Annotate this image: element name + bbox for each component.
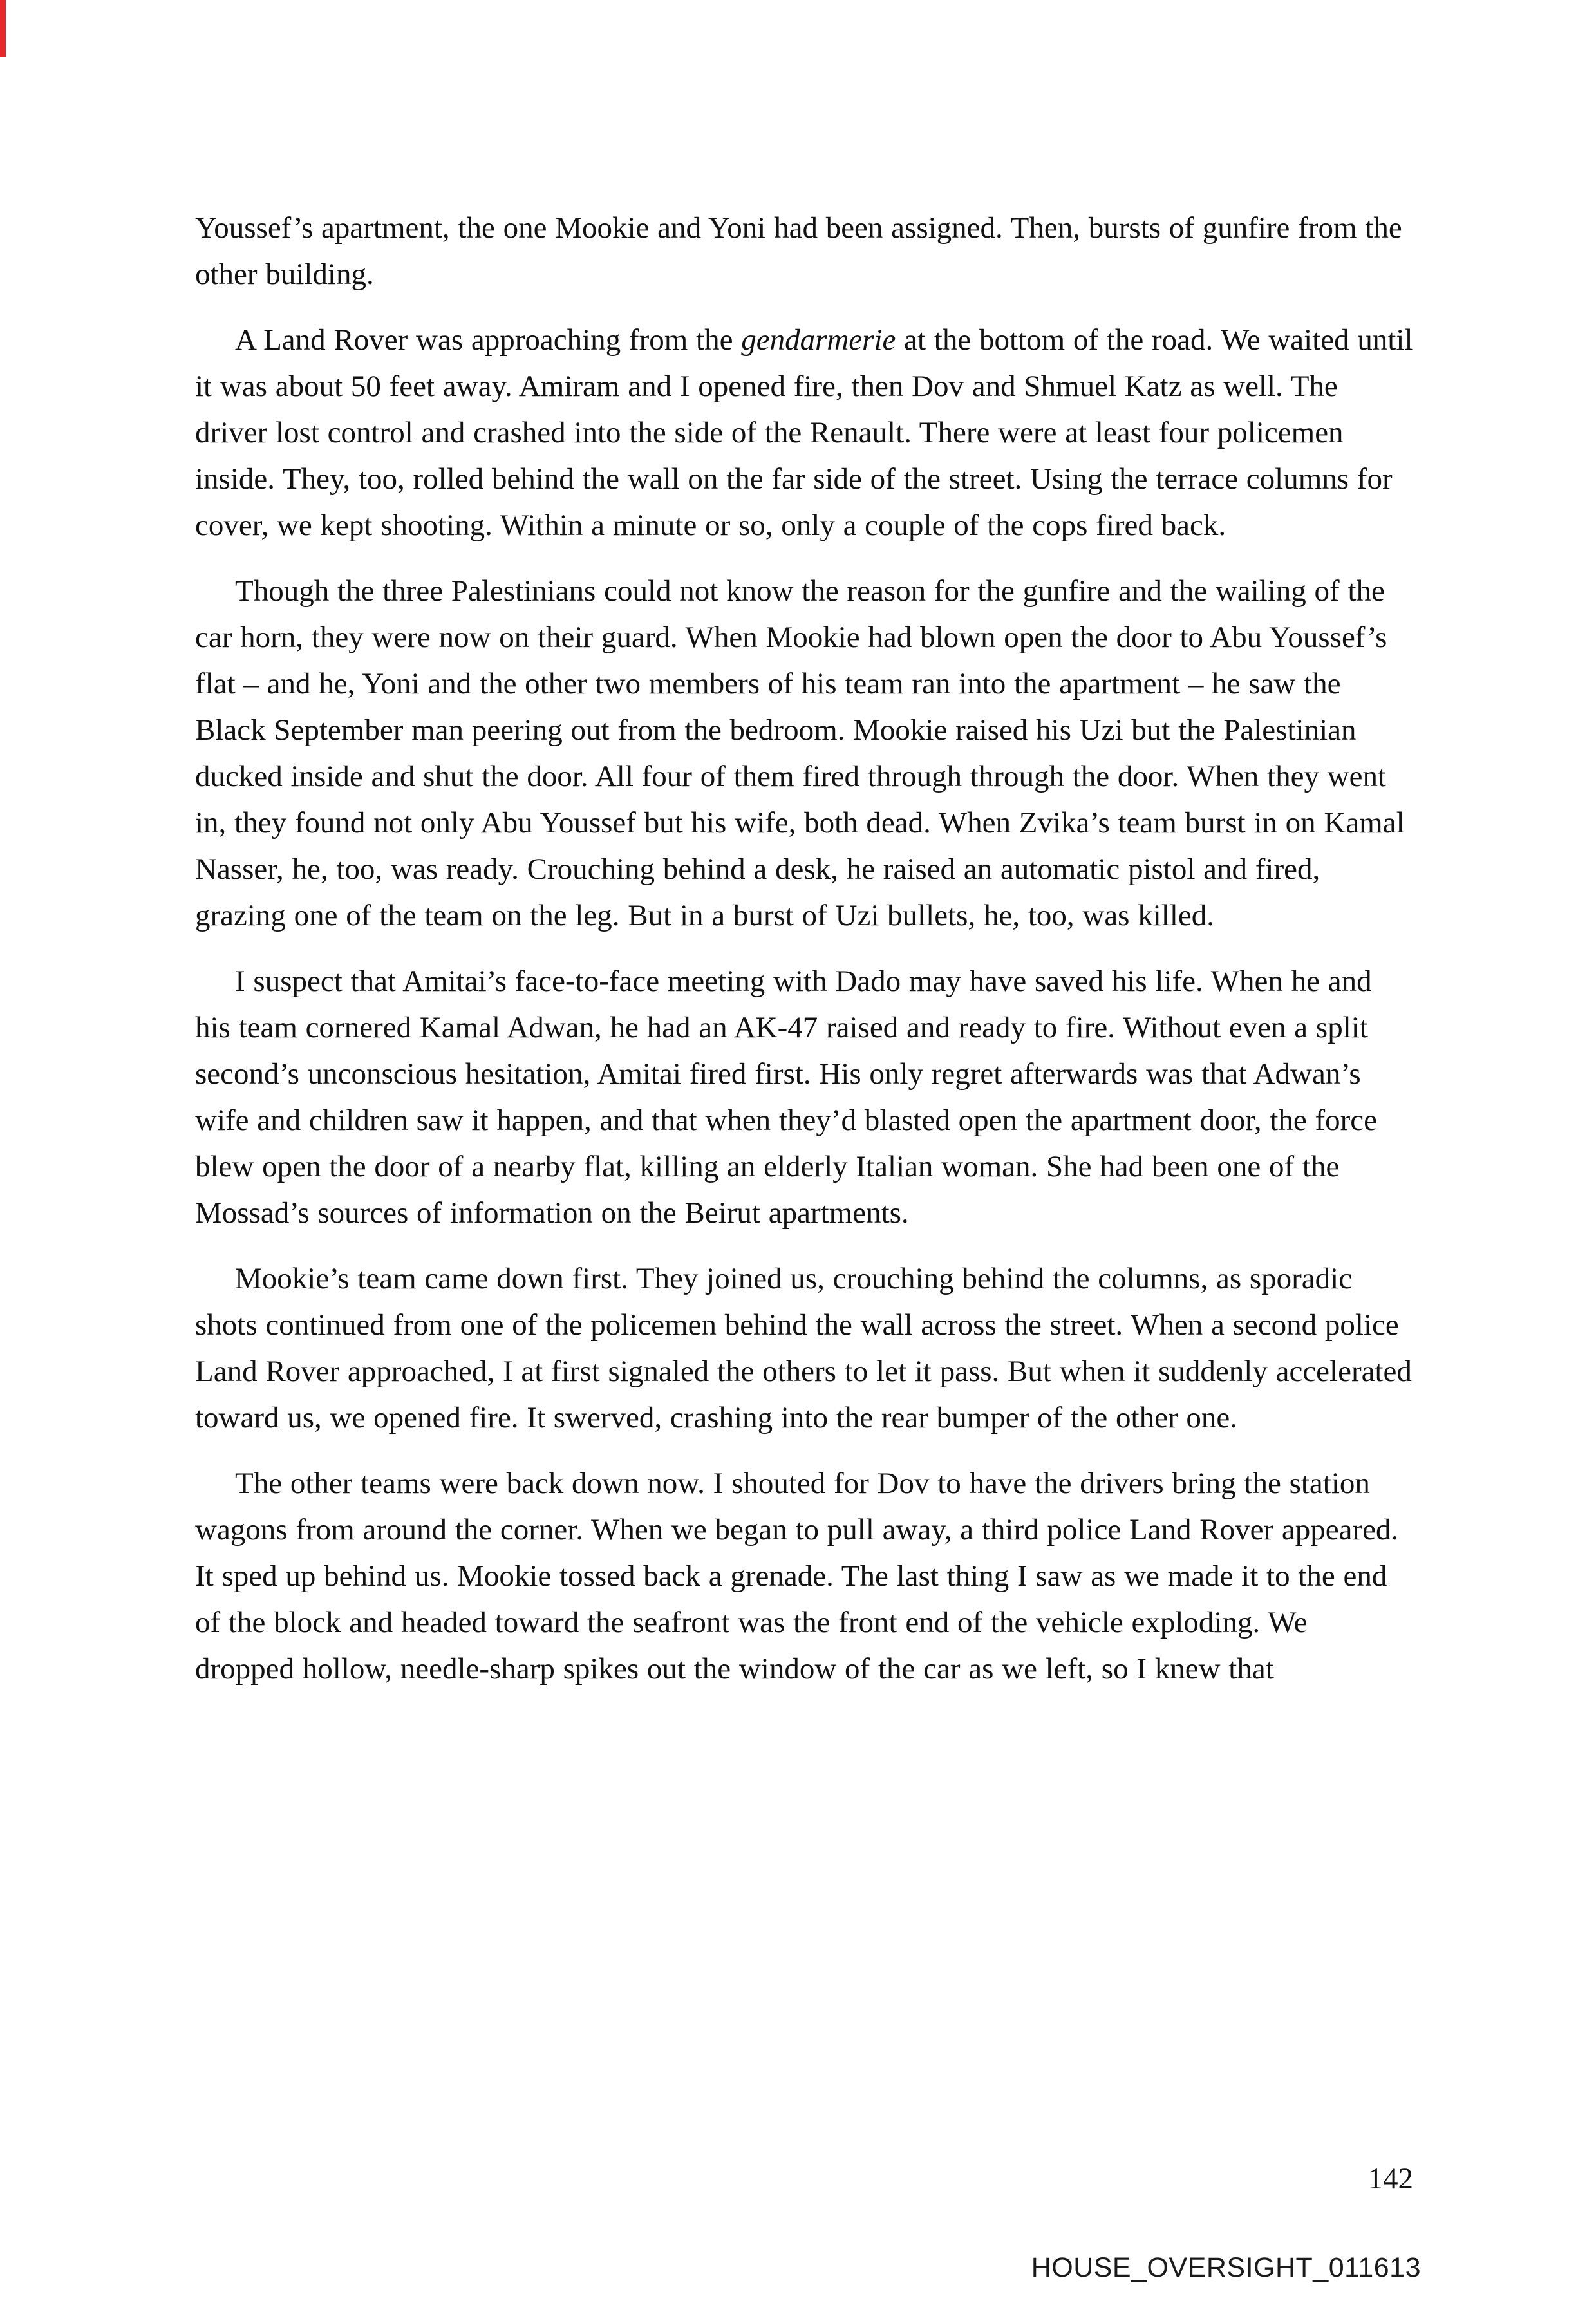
paragraph-text: Though the three Palestinians could not know the reason for the gunfire and the wailing of the car horn, they were now on their guard. When Mookie had blown open the door to Abu Youssef’s flat – and he, Yoni and the other two members of his team ran into the apartment – he saw the Black September man peering out from the bedroom. Mookie raised his Uzi but the Palestinian ducked inside and shut the door. All four of them fired through through the door. When they went in, they found not only Abu Youssef but his wife, both dead. When Zvika’s team burst in on Kamal Nasser, he, too, was ready. Crouching behind a desk, he raised an automatic pistol and fired, grazing one of the team on the leg. But in a burst of Uzi bullets, he, too, was killed.	[195, 574, 1405, 932]
paragraph-text: A Land Rover was approaching from the	[235, 323, 742, 357]
paragraph-text: The other teams were back down now. I shouted for Dov to have the drivers bring the station wagons from around the corner. When we began to pull away, a third police Land Rover appeared. It sped up behind us. Mookie tossed back a grenade. The last thing I saw as we made it to the end of the block and headed toward the seafront was the front end of the vehicle exploding. We dropped hollow, needle-sharp spikes out the window of the car as we left, so I knew that	[195, 1467, 1399, 1686]
paragraph-text: I suspect that Amitai’s face-to-face meeting with Dado may have saved his life. When he and his team cornered Kamal Adwan, he had an AK-47 raised and ready to fire. Without even a split second’s unconscious hesitation, Amitai fired first. His only regret afterwards was that Adwan’s wife and children saw it happen, and that when they’d blasted open the apartment door, the force blew open the door of a nearby flat, killing an elderly Italian woman. She had been one of the Mossad’s sources of information on the Beirut apartments.	[195, 964, 1378, 1230]
paragraph-text: at the bottom of the road. We waited until it was about 50 feet away. Amiram and I opened fire, then Dov and Shmuel Katz as well. The driver lost control and crashed into the side of the Renault. There were at least four policemen inside. They, too, rolled behind the wall on the far side of the street. Using the terrace columns for cover, we kept shooting. Within a minute or so, only a couple of the cops fired back.	[195, 323, 1413, 542]
paragraph	[195, 958, 1413, 1236]
paragraph	[195, 317, 1413, 549]
paragraph	[195, 568, 1413, 939]
scan-edge-artifact	[0, 0, 6, 57]
page-number: 142	[1367, 2162, 1413, 2195]
paragraph-text: Youssef’s apartment, the one Mookie and Yoni had been assigned. Then, bursts of gunfire from the other building.	[195, 211, 1402, 291]
italic-term: gendarmerie	[741, 323, 896, 357]
paragraph	[195, 1255, 1413, 1441]
body-text	[195, 205, 1413, 1711]
oversight-stamp: HOUSE_OVERSIGHT_011613	[1031, 2252, 1421, 2283]
paragraph	[195, 205, 1413, 297]
paragraph	[195, 1460, 1413, 1692]
paragraph-text: Mookie’s team came down first. They joined us, crouching behind the columns, as sporadic shots continued from one of the policemen behind the wall across the street. When a second police Land Rover approached, I at first signaled the others to let it pass. But when it suddenly accelerated toward us, we opened fire. It swerved, crashing into the rear bumper of the other one.	[195, 1262, 1412, 1434]
